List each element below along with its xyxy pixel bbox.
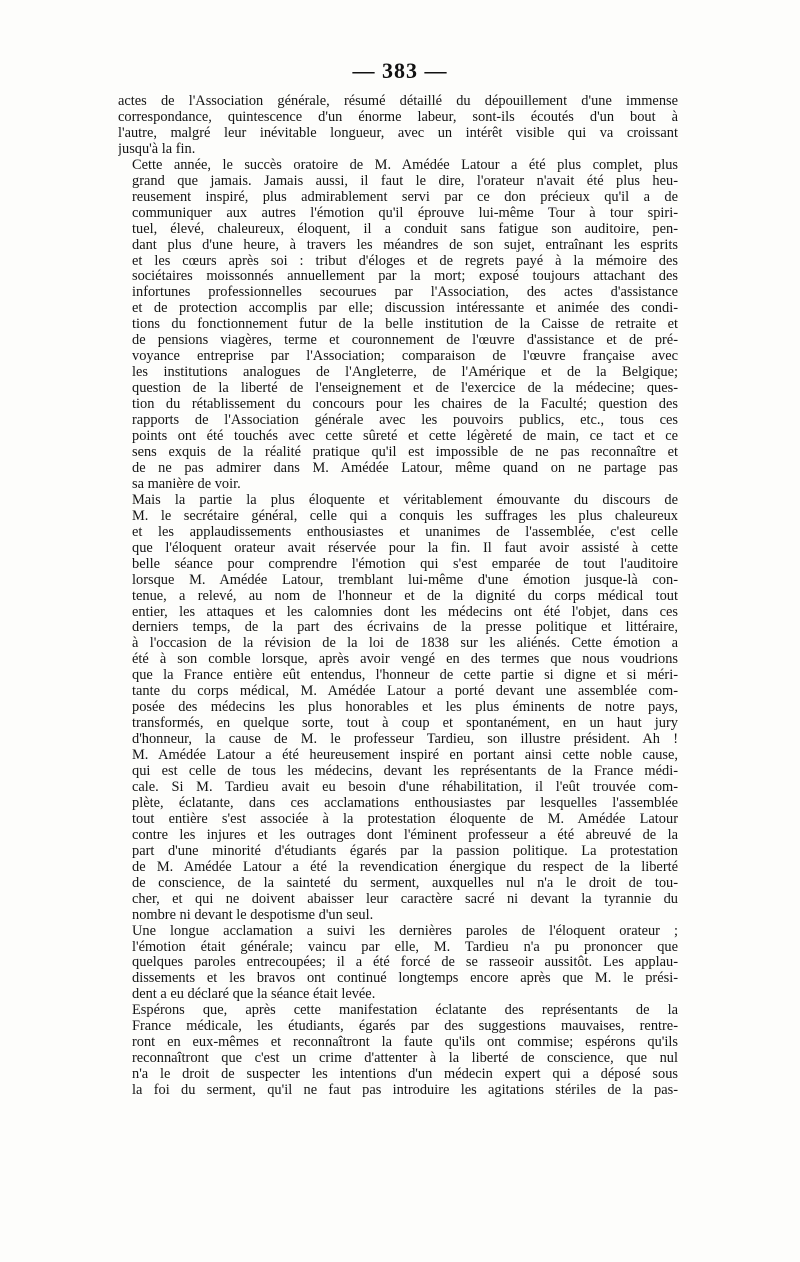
text-line: tante du corps médical, M. Amédée Latour a porté devant une assemblée com-	[132, 684, 678, 700]
text-line: les institutions analogues de l'Angleterre, de l'Amérique et de la Belgique;	[132, 365, 678, 381]
text-line: France médicale, les étudiants, égarés par des suggestions mauvaises, rentre-	[132, 1019, 678, 1035]
paragraph	[118, 94, 678, 158]
text-line: tion du rétablissement du concours pour les chaires de la Faculté; question des	[132, 397, 678, 413]
paragraph	[118, 158, 678, 493]
text-line: infortunes professionnelles secourues par l'Association, des actes d'assistance	[132, 285, 678, 301]
text-line: et de protection accomplis par elle; discussion intéressante et animée des condi-	[132, 301, 678, 317]
text-line: correspondance, quintescence d'un énorme labeur, sont-ils écoutés d'un bout à	[118, 109, 678, 125]
page-number: — 383 —	[352, 58, 448, 83]
text-line: n'a le droit de suspecter les intentions d'un médecin expert qui a déposé sous	[132, 1067, 678, 1083]
text-line: actes de l'Association générale, résumé détaillé du dépouillement d'une immense	[118, 94, 678, 109]
body-text	[118, 94, 678, 1099]
text-line: transformés, en quelque sorte, tout à coup et spontanément, en un haut jury	[132, 716, 678, 732]
text-line: voyance entreprise par l'Association; comparaison de l'œuvre française avec	[132, 349, 678, 365]
text-line: la foi du serment, qu'il ne faut pas introduire les agitations stériles de la pas-	[132, 1083, 678, 1099]
text-line: plète, éclatante, dans ces acclamations enthousiastes par lesquelles l'assemblée	[132, 795, 678, 811]
text-line: tions du fonctionnement futur de la belle institution de la Caisse de retraite et	[132, 317, 678, 333]
text-line: et les applaudissements enthousiastes et unanimes de l'assemblée, c'est celle	[132, 524, 678, 540]
text-line: grand que jamais. Jamais aussi, il faut le dire, l'orateur n'avait été plus heu-	[132, 173, 678, 189]
text-line: reconnaîtront que c'est un crime d'attenter à la liberté de conscience, que nul	[132, 1051, 678, 1067]
text-line: de M. Amédée Latour a été la revendication énergique du respect de la liberté	[132, 859, 678, 875]
text-line: Espérons que, après cette manifestation éclatante des représentants de la	[132, 1003, 678, 1019]
paragraph	[118, 493, 678, 924]
text-line: sociétaires moissonnés annuellement par la mort; exposé toujours attachant des	[132, 269, 678, 285]
text-line: tenue, a relevé, au nom de l'honneur et de la dignité du corps médical tout	[132, 588, 678, 604]
text-line: cale. Si M. Tardieu avait eu besoin d'une réhabilitation, il l'eût trouvée com-	[132, 779, 678, 795]
text-line: que l'éloquent orateur avait réservée pour la fin. Il faut avoir assisté à cette	[132, 540, 678, 556]
text-line: derniers temps, de la part des écrivains de la presse politique et littéraire,	[132, 620, 678, 636]
text-line: M. Amédée Latour a été heureusement inspiré en portant ainsi cette noble cause,	[132, 748, 678, 764]
text-line: question de la liberté de l'enseignement et de l'exercice de la médecine; ques-	[132, 381, 678, 397]
text-line: entier, les attaques et les calomnies dont les médecins ont été l'objet, dans ces	[132, 604, 678, 620]
text-line: de conscience, de la sainteté du serment, auxquelles nul n'a le droit de tou-	[132, 875, 678, 891]
text-line: à l'occasion de la révision de la loi de 1838 sur les aliénés. Cette émotion a	[132, 636, 678, 652]
text-line: Mais la partie la plus éloquente et véritablement émouvante du discours de	[132, 492, 678, 508]
text-line: part d'une minorité d'étudiants égarés par la passion politique. La protestation	[132, 843, 678, 859]
text-line: que la France entière eût entendus, l'honneur de cette partie si digne et si méri-	[132, 668, 678, 684]
text-line: M. le secrétaire général, celle qui a conquis les suffrages les plus chaleureux	[132, 508, 678, 524]
text-line: dissements et les bravos ont continué longtemps encore après que M. le prési-	[132, 971, 678, 987]
text-line: qui est celle de tous les médecins, devant les représentants de la France médi-	[132, 764, 678, 780]
paragraph	[118, 1003, 678, 1099]
text-line: été à son comble lorsque, après avoir vengé en des termes que nous voudrions	[132, 652, 678, 668]
text-line: communiquer aux autres l'émotion qu'il éprouve lui-même Tour à tour spiri-	[132, 205, 678, 221]
text-line: d'honneur, la cause de M. le professeur Tardieu, son illustre président. Ah !	[132, 732, 678, 748]
text-line: Cette année, le succès oratoire de M. Amédée Latour a été plus complet, plus	[132, 157, 678, 173]
text-line: nombre ni devant le despotisme d'un seul.	[132, 907, 374, 923]
text-line: dent a eu déclaré que la séance était levée.	[132, 987, 376, 1003]
text-line: jusqu'à la fin.	[118, 141, 196, 157]
text-line: cher, et qui ne doivent abaisser leur caractère sacré ni devant la tyrannie du	[132, 891, 678, 907]
text-line: l'autre, malgré leur inévitable longueur, avec un intérêt visible qui va croissant	[118, 125, 678, 141]
text-line: tuel, élevé, chaleureux, éloquent, il a conduit sans fatigue son auditoire, pen-	[132, 221, 678, 237]
text-line: reusement inspiré, plus admirablement servi par ce don précieux qu'il a de	[132, 189, 678, 205]
text-line: dant plus d'une heure, à travers les méandres de son sujet, entraînant les esprits	[132, 237, 678, 253]
text-line: tout entière s'est associée à la protestation éloquente de M. Amédée Latour	[132, 811, 678, 827]
text-line: lorsque M. Amédée Latour, tremblant lui-même d'une émotion jusque-là con-	[132, 572, 678, 588]
text-line: sa manière de voir.	[132, 476, 241, 492]
text-line: de pensions viagères, terme et couronnement de l'œuvre d'assistance et de pré-	[132, 333, 678, 349]
text-line: posée des médecins les plus honorables et les plus éminents de notre pays,	[132, 700, 678, 716]
text-line: ront en eux-mêmes et reconnaîtront la faute qu'ils ont commise; espérons qu'ils	[132, 1035, 678, 1051]
text-line: rapports de l'Association générale avec les pouvoirs publics, etc., tous ces	[132, 413, 678, 429]
text-line: points ont été touchés avec cette sûreté et cette légèreté de main, ce tact et ce	[132, 429, 678, 445]
text-line: quelques paroles entrecoupées; il a été forcé de se rasseoir aussitôt. Les applau-	[132, 955, 678, 971]
text-line: l'émotion était générale; vaincu par elle, M. Tardieu n'a pu prononcer que	[132, 939, 678, 955]
text-line: de ne pas admirer dans M. Amédée Latour, même quand on ne partage pas	[132, 460, 678, 476]
text-line: Une longue acclamation a suivi les dernières paroles de l'éloquent orateur ;	[132, 923, 678, 939]
text-line: belle séance pour comprendre l'émotion qui s'est emparée de tout l'auditoire	[132, 556, 678, 572]
text-line: contre les injures et les outrages dont l'éminent professeur a été abreuvé de la	[132, 827, 678, 843]
text-line: et les cœurs après soi : tribut d'éloges et de regrets payé à la mémoire des	[132, 253, 678, 269]
text-line: sens exquis de la réalité pratique qu'il est impossible de ne pas reconnaître et	[132, 444, 678, 460]
paragraph	[118, 924, 678, 1004]
